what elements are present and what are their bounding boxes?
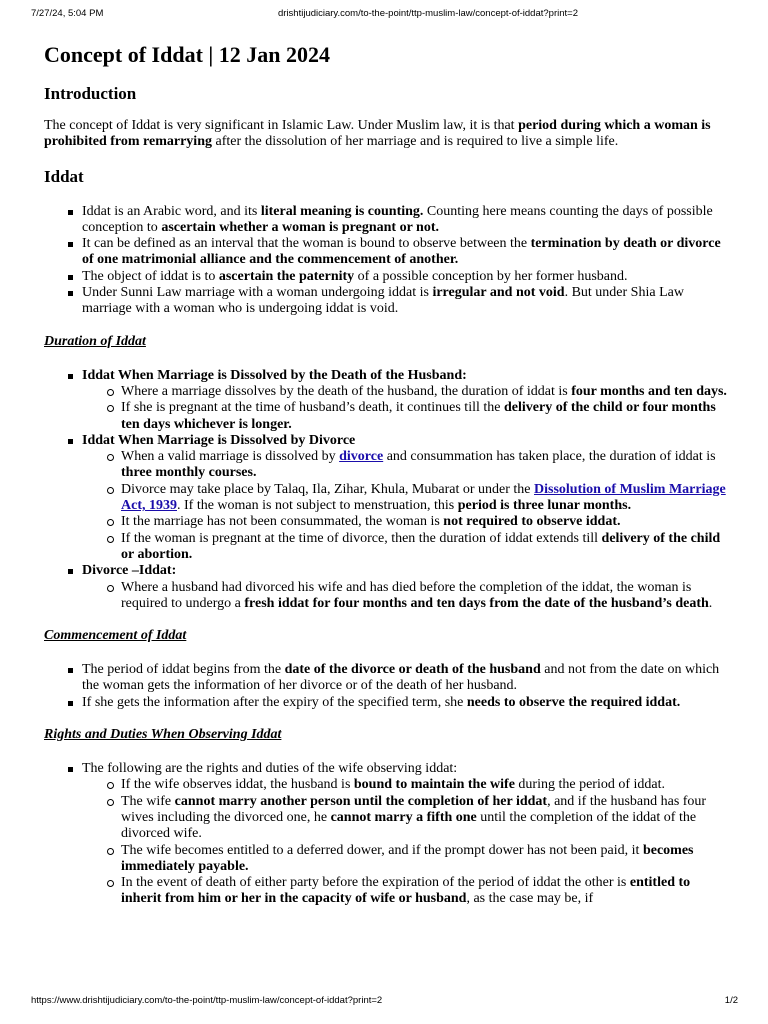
introduction-paragraph: The concept of Iddat is very significant in Islamic Law. Under Muslim law, it is that period during which a woman is prohibited from remarrying after the dissolution of her marriage and is required to live a simple life. [44, 118, 711, 150]
list-item: The object of iddat is to ascertain the paternity of a possible conception by her former husband. [82, 269, 730, 285]
iddat-heading: Iddat [44, 166, 84, 186]
page-number: 1/2 [724, 995, 738, 1006]
list-item: If she gets the information after the expiry of the specified term, she needs to observe the required iddat. [82, 695, 730, 711]
sub-list-item: The wife cannot marry another person until the completion of her iddat, and if the husband has four wives including the divorced one, he cannot marry a fifth one until the completion of the iddat of the divorced wife. [121, 794, 730, 843]
sub-list-item: If the wife observes iddat, the husband is bound to maintain the wife during the period of iddat. [121, 777, 730, 793]
death-sublist [82, 384, 730, 433]
sub-list-item: It the marriage has not been consummated, the woman is not required to observe iddat. [121, 514, 730, 530]
list-item: Iddat When Marriage is Dissolved by Divorce When a valid marriage is dissolved by divorce and consummation has taken place, the duration of iddat is three monthly courses. Divorce may take place by Talaq, Ila, Zihar, Khula, Mubarat or under the Dissolution of Muslim Marriage Act, 1939. If the woman is not subject to menstruation, this period is three lunar months. It the marriage has not been consummated, the woman is not required to observe iddat. If the woman is pregnant at the time of divorce, then the duration of iddat extends till delivery of the child or abortion. [82, 433, 730, 563]
sub-list-item: Where a marriage dissolves by the death of the husband, the duration of iddat is four months and ten days. [121, 384, 730, 400]
list-item: The period of iddat begins from the date of the divorce or death of the husband and not from the date on which the woman gets the information of her divorce or of the death of her husband. [82, 662, 730, 695]
rights-heading: Rights and Duties When Observing Iddat [44, 727, 282, 743]
article [44, 40, 730, 908]
list-item: Iddat is an Arabic word, and its literal meaning is counting. Counting here means counting the days of possible conception to ascertain whether a woman is pregnant or not. [82, 204, 730, 237]
commencement-list [44, 662, 730, 711]
list-item: Under Sunni Law marriage with a woman undergoing iddat is irregular and not void. But under Shia Law marriage with a woman who is undergoing iddat is void. [82, 285, 730, 318]
duration-list [44, 368, 730, 612]
dissolution-act-link[interactable]: Dissolution of Muslim Marriage Act, 1939 [121, 481, 726, 514]
divorce-iddat-sublist [82, 580, 730, 613]
commencement-heading: Commencement of Iddat [44, 628, 187, 644]
sub-list-item: If she is pregnant at the time of husband’s death, it continues till the delivery of the child or four months ten days whichever is longer. [121, 400, 730, 433]
sub-list-item: Divorce may take place by Talaq, Ila, Zihar, Khula, Mubarat or under the Dissolution of Muslim Marriage Act, 1939. If the woman is not subject to menstruation, this period is three lunar months. [121, 482, 730, 515]
sub-list-item: If the woman is pregnant at the time of divorce, then the duration of iddat extends till delivery of the child or abortion. [121, 531, 730, 564]
duration-heading: Duration of Iddat [44, 333, 146, 349]
print-footer [0, 995, 768, 1009]
rights-sublist [82, 777, 730, 907]
print-url: drishtijudiciary.com/to-the-point/ttp-muslim-law/concept-of-iddat?print=2 [278, 8, 578, 19]
introduction-heading: Introduction [44, 84, 137, 103]
list-item: The following are the rights and duties of the wife observing iddat: If the wife observes iddat, the husband is bound to maintain the wife during the period of iddat. The wife cannot marry another person until the completion of her iddat, and if the husband has four wives including the divorced one, he cannot marry a fifth one until the completion of the iddat of the divorced wife. The wife becomes entitled to a deferred dower, and if the prompt dower has not been paid, it becomes immediately payable. In the event of death of either party before the expiration of the period of iddat the other is entitled to inherit from him or her in the capacity of wife or husband, as the case may be, if [82, 761, 730, 908]
list-item: Iddat When Marriage is Dissolved by the Death of the Husband: Where a marriage dissolves by the death of the husband, the duration of iddat is four months and ten days. If she is pregnant at the time of husband’s death, it continues till the delivery of the child or four months ten days whichever is longer. [82, 368, 730, 433]
sub-list-item: When a valid marriage is dissolved by divorce and consummation has taken place, the duration of iddat is three monthly courses. [121, 449, 730, 482]
sub-list-item: In the event of death of either party before the expiration of the period of iddat the other is entitled to inherit from him or her in the capacity of wife or husband, as the case may be, if [121, 875, 730, 908]
sub-list-item: The wife becomes entitled to a deferred dower, and if the prompt dower has not been paid, it becomes immediately payable. [121, 843, 730, 876]
list-item: Divorce –Iddat: Where a husband had divorced his wife and has died before the completion of the iddat, the woman is required to undergo a fresh iddat for four months and ten days from the date of the husband’s death. [82, 563, 730, 612]
footer-url: https://www.drishtijudiciary.com/to-the-point/ttp-muslim-law/concept-of-iddat?print=2 [31, 995, 383, 1006]
page-title: Concept of Iddat | 12 Jan 2024 [44, 42, 330, 67]
divorce-link[interactable]: divorce [339, 449, 384, 465]
iddat-list [44, 204, 730, 318]
divorce-sublist [82, 449, 730, 563]
rights-list [44, 761, 730, 908]
print-datetime: 7/27/24, 5:04 PM [31, 8, 104, 19]
sub-list-item: Where a husband had divorced his wife and has died before the completion of the iddat, the woman is required to undergo a fresh iddat for four months and ten days from the date of the husband’s death. [121, 580, 730, 613]
list-item: It can be defined as an interval that the woman is bound to observe between the termination by death or divorce of one matrimonial alliance and the commencement of another. [82, 236, 730, 269]
print-header [0, 8, 768, 22]
